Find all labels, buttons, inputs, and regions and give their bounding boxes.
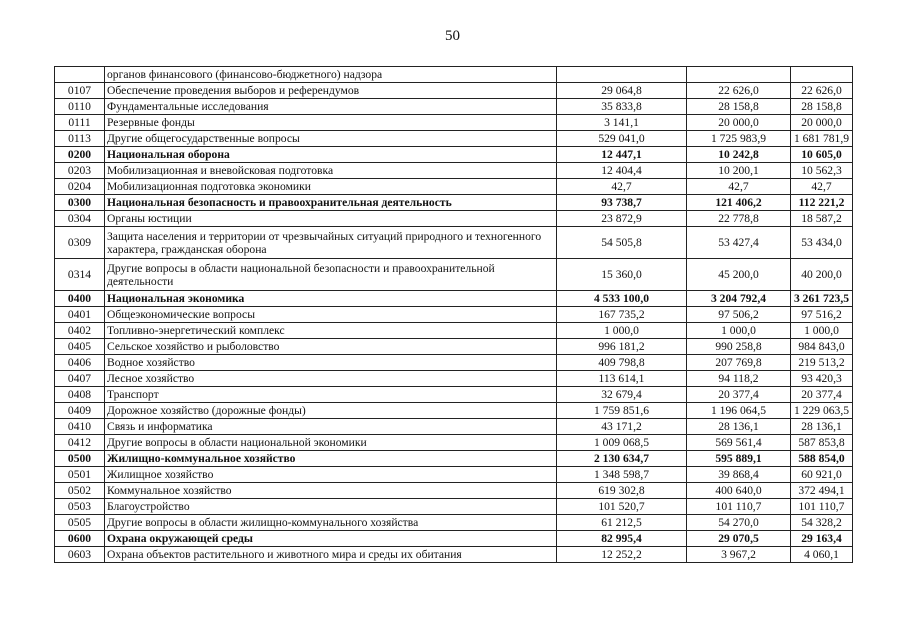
table-row <box>55 547 853 563</box>
section-name-cell: Другие вопросы в области национальной безопасности и правоохранительной деятельности <box>105 259 557 291</box>
section-code-cell: 0309 <box>55 227 105 259</box>
page-number: 50 <box>445 28 460 44</box>
value-3-cell: 1 681 781,9 <box>791 131 853 147</box>
value-3-cell: 10 605,0 <box>791 147 853 163</box>
section-name-cell: Резервные фонды <box>105 115 557 131</box>
table-row <box>55 403 853 419</box>
table-row <box>55 451 853 467</box>
value-3-cell: 20 000,0 <box>791 115 853 131</box>
section-name-cell: Связь и информатика <box>105 419 557 435</box>
section-code-cell: 0408 <box>55 387 105 403</box>
section-name-cell: Обеспечение проведения выборов и референдумов <box>105 83 557 99</box>
value-1-cell: 82 995,4 <box>557 531 687 547</box>
value-2-cell: 39 868,4 <box>687 467 791 483</box>
section-code-cell: 0409 <box>55 403 105 419</box>
value-1-cell: 996 181,2 <box>557 339 687 355</box>
section-code-cell: 0412 <box>55 435 105 451</box>
value-1-cell: 43 171,2 <box>557 419 687 435</box>
value-2-cell: 54 270,0 <box>687 515 791 531</box>
value-2-cell: 53 427,4 <box>687 227 791 259</box>
section-name-cell: Другие вопросы в области национальной экономики <box>105 435 557 451</box>
value-2-cell <box>687 67 791 83</box>
value-2-cell: 1 196 064,5 <box>687 403 791 419</box>
value-2-cell: 1 000,0 <box>687 323 791 339</box>
section-code-cell: 0505 <box>55 515 105 531</box>
table-row <box>55 99 853 115</box>
value-2-cell: 94 118,2 <box>687 371 791 387</box>
section-name-cell: Другие вопросы в области жилищно-коммунального хозяйства <box>105 515 557 531</box>
section-code-cell <box>55 67 105 83</box>
value-2-cell: 10 242,8 <box>687 147 791 163</box>
section-name-cell: Фундаментальные исследования <box>105 99 557 115</box>
value-3-cell: 112 221,2 <box>791 195 853 211</box>
section-name-cell: Транспорт <box>105 387 557 403</box>
table-row <box>55 387 853 403</box>
value-3-cell: 372 494,1 <box>791 483 853 499</box>
section-code-cell: 0501 <box>55 467 105 483</box>
value-3-cell: 29 163,4 <box>791 531 853 547</box>
table-row <box>55 147 853 163</box>
table-row <box>55 307 853 323</box>
section-code-cell: 0107 <box>55 83 105 99</box>
table-row <box>55 419 853 435</box>
value-1-cell: 409 798,8 <box>557 355 687 371</box>
value-1-cell: 167 735,2 <box>557 307 687 323</box>
value-1-cell: 1 759 851,6 <box>557 403 687 419</box>
value-2-cell: 42,7 <box>687 179 791 195</box>
table-row <box>55 259 853 291</box>
value-2-cell: 10 200,1 <box>687 163 791 179</box>
value-1-cell: 93 738,7 <box>557 195 687 211</box>
section-name-cell: Сельское хозяйство и рыболовство <box>105 339 557 355</box>
value-2-cell: 28 158,8 <box>687 99 791 115</box>
value-3-cell: 587 853,8 <box>791 435 853 451</box>
value-3-cell: 60 921,0 <box>791 467 853 483</box>
section-name-cell: Водное хозяйство <box>105 355 557 371</box>
table-row <box>55 515 853 531</box>
value-2-cell: 990 258,8 <box>687 339 791 355</box>
section-code-cell: 0407 <box>55 371 105 387</box>
budget-table <box>54 66 853 563</box>
table-row <box>55 435 853 451</box>
value-2-cell: 22 778,8 <box>687 211 791 227</box>
value-1-cell: 15 360,0 <box>557 259 687 291</box>
section-name-cell: Национальная безопасность и правоохранительная деятельность <box>105 195 557 211</box>
value-1-cell: 35 833,8 <box>557 99 687 115</box>
section-code-cell: 0600 <box>55 531 105 547</box>
section-code-cell: 0113 <box>55 131 105 147</box>
section-code-cell: 0500 <box>55 451 105 467</box>
value-1-cell: 2 130 634,7 <box>557 451 687 467</box>
table-row <box>55 115 853 131</box>
table-row <box>55 499 853 515</box>
value-1-cell: 1 000,0 <box>557 323 687 339</box>
value-3-cell: 97 516,2 <box>791 307 853 323</box>
value-3-cell: 28 136,1 <box>791 419 853 435</box>
section-name-cell: Защита населения и территории от чрезвычайных ситуаций природного и техногенного характера, гражданская оборона <box>105 227 557 259</box>
budget-table-body <box>55 67 853 563</box>
section-code-cell: 0200 <box>55 147 105 163</box>
value-3-cell: 3 261 723,5 <box>791 291 853 307</box>
section-code-cell: 0402 <box>55 323 105 339</box>
value-3-cell: 1 000,0 <box>791 323 853 339</box>
section-name-cell: Мобилизационная подготовка экономики <box>105 179 557 195</box>
table-row <box>55 467 853 483</box>
value-1-cell: 4 533 100,0 <box>557 291 687 307</box>
value-2-cell: 97 506,2 <box>687 307 791 323</box>
value-2-cell: 45 200,0 <box>687 259 791 291</box>
value-1-cell: 113 614,1 <box>557 371 687 387</box>
value-2-cell: 207 769,8 <box>687 355 791 371</box>
section-name-cell: органов финансового (финансово-бюджетного) надзора <box>105 67 557 83</box>
value-1-cell: 529 041,0 <box>557 131 687 147</box>
table-row <box>55 371 853 387</box>
value-1-cell: 1 348 598,7 <box>557 467 687 483</box>
section-code-cell: 0111 <box>55 115 105 131</box>
value-1-cell: 32 679,4 <box>557 387 687 403</box>
section-name-cell: Мобилизационная и вневойсковая подготовка <box>105 163 557 179</box>
value-3-cell: 20 377,4 <box>791 387 853 403</box>
table-row <box>55 163 853 179</box>
section-code-cell: 0204 <box>55 179 105 195</box>
section-name-cell: Национальная экономика <box>105 291 557 307</box>
section-code-cell: 0203 <box>55 163 105 179</box>
section-name-cell: Охрана объектов растительного и животного мира и среды их обитания <box>105 547 557 563</box>
value-1-cell: 3 141,1 <box>557 115 687 131</box>
value-2-cell: 20 000,0 <box>687 115 791 131</box>
value-2-cell: 121 406,2 <box>687 195 791 211</box>
value-3-cell: 28 158,8 <box>791 99 853 115</box>
value-1-cell: 54 505,8 <box>557 227 687 259</box>
value-2-cell: 1 725 983,9 <box>687 131 791 147</box>
value-2-cell: 22 626,0 <box>687 83 791 99</box>
table-row <box>55 355 853 371</box>
value-2-cell: 28 136,1 <box>687 419 791 435</box>
section-code-cell: 0503 <box>55 499 105 515</box>
value-3-cell: 101 110,7 <box>791 499 853 515</box>
section-code-cell: 0502 <box>55 483 105 499</box>
section-code-cell: 0314 <box>55 259 105 291</box>
value-1-cell: 12 252,2 <box>557 547 687 563</box>
section-code-cell: 0406 <box>55 355 105 371</box>
table-row <box>55 131 853 147</box>
value-3-cell <box>791 67 853 83</box>
table-row <box>55 227 853 259</box>
value-1-cell: 101 520,7 <box>557 499 687 515</box>
value-1-cell: 61 212,5 <box>557 515 687 531</box>
section-code-cell: 0300 <box>55 195 105 211</box>
value-1-cell: 29 064,8 <box>557 83 687 99</box>
section-name-cell: Жилищно-коммунальное хозяйство <box>105 451 557 467</box>
section-name-cell: Топливно-энергетический комплекс <box>105 323 557 339</box>
table-row <box>55 483 853 499</box>
value-3-cell: 54 328,2 <box>791 515 853 531</box>
value-1-cell: 12 447,1 <box>557 147 687 163</box>
value-2-cell: 3 967,2 <box>687 547 791 563</box>
section-code-cell: 0304 <box>55 211 105 227</box>
table-row <box>55 339 853 355</box>
value-2-cell: 595 889,1 <box>687 451 791 467</box>
value-1-cell: 12 404,4 <box>557 163 687 179</box>
table-row <box>55 211 853 227</box>
value-3-cell: 42,7 <box>791 179 853 195</box>
value-2-cell: 569 561,4 <box>687 435 791 451</box>
value-3-cell: 984 843,0 <box>791 339 853 355</box>
value-2-cell: 3 204 792,4 <box>687 291 791 307</box>
value-3-cell: 10 562,3 <box>791 163 853 179</box>
value-1-cell: 1 009 068,5 <box>557 435 687 451</box>
value-3-cell: 219 513,2 <box>791 355 853 371</box>
value-3-cell: 4 060,1 <box>791 547 853 563</box>
table-row <box>55 323 853 339</box>
section-code-cell: 0405 <box>55 339 105 355</box>
section-name-cell: Общеэкономические вопросы <box>105 307 557 323</box>
table-row <box>55 83 853 99</box>
table-row <box>55 195 853 211</box>
value-2-cell: 20 377,4 <box>687 387 791 403</box>
table-row <box>55 67 853 83</box>
table-row <box>55 531 853 547</box>
section-name-cell: Благоустройство <box>105 499 557 515</box>
section-name-cell: Лесное хозяйство <box>105 371 557 387</box>
section-name-cell: Органы юстиции <box>105 211 557 227</box>
value-2-cell: 29 070,5 <box>687 531 791 547</box>
section-name-cell: Национальная оборона <box>105 147 557 163</box>
value-3-cell: 53 434,0 <box>791 227 853 259</box>
value-1-cell: 619 302,8 <box>557 483 687 499</box>
value-3-cell: 93 420,3 <box>791 371 853 387</box>
section-name-cell: Дорожное хозяйство (дорожные фонды) <box>105 403 557 419</box>
section-code-cell: 0603 <box>55 547 105 563</box>
section-code-cell: 0400 <box>55 291 105 307</box>
value-2-cell: 101 110,7 <box>687 499 791 515</box>
value-2-cell: 400 640,0 <box>687 483 791 499</box>
table-row <box>55 179 853 195</box>
value-1-cell: 23 872,9 <box>557 211 687 227</box>
value-3-cell: 22 626,0 <box>791 83 853 99</box>
section-name-cell: Жилищное хозяйство <box>105 467 557 483</box>
table-row <box>55 291 853 307</box>
value-3-cell: 40 200,0 <box>791 259 853 291</box>
section-code-cell: 0110 <box>55 99 105 115</box>
section-name-cell: Охрана окружающей среды <box>105 531 557 547</box>
value-1-cell: 42,7 <box>557 179 687 195</box>
section-name-cell: Коммунальное хозяйство <box>105 483 557 499</box>
section-name-cell: Другие общегосударственные вопросы <box>105 131 557 147</box>
value-3-cell: 18 587,2 <box>791 211 853 227</box>
value-3-cell: 1 229 063,5 <box>791 403 853 419</box>
section-code-cell: 0410 <box>55 419 105 435</box>
section-code-cell: 0401 <box>55 307 105 323</box>
value-1-cell <box>557 67 687 83</box>
value-3-cell: 588 854,0 <box>791 451 853 467</box>
